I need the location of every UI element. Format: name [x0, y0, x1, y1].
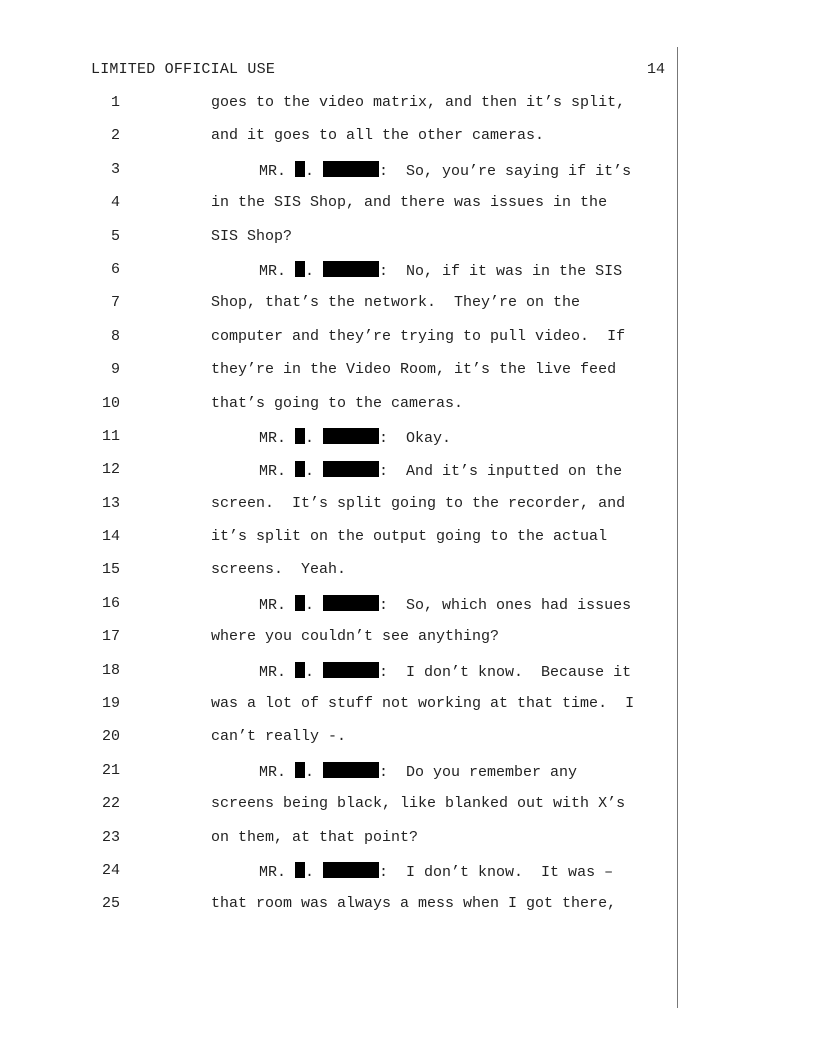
- line-content: it’s split on the output going to the actual: [211, 528, 608, 546]
- transcript-line: [0, 261, 816, 294]
- line-content: : No, if it was in the SIS: [379, 262, 623, 280]
- page-number: 14: [647, 61, 666, 78]
- speaker-prefix: MR.: [259, 429, 296, 447]
- redaction-initial: [295, 428, 305, 444]
- line-content: can’t really -.: [211, 728, 347, 746]
- line-content: : And it’s inputted on the: [379, 463, 623, 481]
- line-number: 20: [101, 728, 120, 746]
- line-content: they’re in the Video Room, it’s the live feed: [211, 361, 617, 379]
- speaker-prefix: MR.: [259, 262, 296, 280]
- line-number: 4: [110, 194, 120, 212]
- line-content: : Do you remember any: [379, 763, 578, 781]
- line-number: 13: [101, 494, 120, 512]
- line-text: [211, 829, 418, 846]
- classification-header: LIMITED OFFICIAL USE: [91, 61, 276, 78]
- transcript-line: [0, 895, 816, 928]
- line-text: [211, 561, 346, 578]
- line-number: 14: [101, 528, 120, 546]
- line-text: [211, 728, 346, 745]
- transcript-line: [0, 461, 816, 494]
- redaction-surname: [323, 595, 379, 611]
- speaker-line-text: MR. . : So, which ones had issues: [259, 596, 632, 614]
- transcript-body: [0, 94, 816, 929]
- line-number: 19: [101, 695, 120, 713]
- redaction-initial: [295, 161, 305, 177]
- line-number: 25: [101, 895, 120, 913]
- transcript-line: [0, 428, 816, 461]
- line-content: computer and they’re trying to pull video. If: [211, 327, 626, 345]
- line-number: 7: [110, 294, 120, 312]
- transcript-line: [0, 862, 816, 895]
- line-number: 12: [101, 461, 120, 479]
- redaction-surname: [323, 762, 379, 778]
- line-content: Shop, that’s the network. They’re on the: [211, 294, 581, 312]
- line-number: 24: [101, 861, 120, 879]
- speaker-line-text: MR. . : And it’s inputted on the: [259, 463, 623, 481]
- line-number: 18: [101, 661, 120, 679]
- redaction-surname: [323, 428, 379, 444]
- line-content: screens. Yeah.: [211, 561, 347, 579]
- line-text: [211, 695, 634, 712]
- line-text: [211, 528, 607, 545]
- line-number: 15: [101, 561, 120, 579]
- line-number: 11: [101, 427, 120, 445]
- transcript-line: [0, 294, 816, 327]
- speaker-line-text: MR. . : No, if it was in the SIS: [259, 262, 623, 280]
- line-text: [211, 127, 544, 144]
- redaction-initial: [295, 261, 305, 277]
- line-number: 10: [101, 394, 120, 412]
- speaker-line-text: MR. . : Do you remember any: [259, 763, 578, 781]
- line-text: [211, 294, 580, 311]
- transcript-line: [0, 228, 816, 261]
- line-content: screens being black, like blanked out with X’s: [211, 795, 626, 813]
- line-number: 16: [101, 594, 120, 612]
- transcript-line: [0, 194, 816, 227]
- line-content: : Okay.: [379, 429, 452, 447]
- transcript-line: [0, 595, 816, 628]
- line-number: 6: [110, 260, 120, 278]
- line-content: SIS Shop?: [211, 227, 293, 245]
- transcript-line: [0, 528, 816, 561]
- speaker-line-text: MR. . : So, you’re saying if it’s: [259, 162, 632, 180]
- line-text: [211, 628, 499, 645]
- transcript-line: [0, 695, 816, 728]
- redaction-initial: [295, 461, 305, 477]
- speaker-line-text: MR. . : I don’t know. It was –: [259, 863, 614, 881]
- line-number: 9: [110, 361, 120, 379]
- transcript-line: [0, 662, 816, 695]
- speaker-prefix: MR.: [259, 763, 296, 781]
- speaker-line-text: MR. . : Okay.: [259, 429, 452, 447]
- line-content: goes to the video matrix, and then it’s split,: [211, 94, 626, 111]
- redaction-surname: [323, 461, 379, 477]
- transcript-line: [0, 561, 816, 594]
- line-text: [211, 94, 625, 111]
- transcript-line: [0, 628, 816, 661]
- line-content: : So, which ones had issues: [379, 596, 632, 614]
- line-content: and it goes to all the other cameras.: [211, 127, 545, 145]
- line-content: screen. It’s split going to the recorder, and: [211, 494, 626, 512]
- line-text: [211, 895, 616, 912]
- line-number: 22: [101, 795, 120, 813]
- line-content: that’s going to the cameras.: [211, 394, 464, 412]
- line-content: : I don’t know. Because it: [379, 663, 632, 681]
- line-text: [211, 395, 463, 412]
- line-content: : I don’t know. It was –: [379, 863, 614, 881]
- redaction-surname: [323, 662, 379, 678]
- line-content: : So, you’re saying if it’s: [379, 162, 632, 180]
- line-number: 1: [110, 94, 120, 111]
- redaction-initial: [295, 862, 305, 878]
- transcript-line: [0, 829, 816, 862]
- line-number: 5: [110, 227, 120, 245]
- transcript-line: [0, 495, 816, 528]
- line-content: was a lot of stuff not working at that time. I: [211, 695, 635, 713]
- transcript-line: [0, 161, 816, 194]
- line-number: 8: [110, 327, 120, 345]
- redaction-surname: [323, 261, 379, 277]
- line-number: 2: [110, 127, 120, 145]
- transcript-line: [0, 728, 816, 761]
- redaction-initial: [295, 595, 305, 611]
- transcript-line: [0, 328, 816, 361]
- line-content: where you couldn’t see anything?: [211, 628, 500, 646]
- transcript-line: [0, 762, 816, 795]
- transcript-line: [0, 127, 816, 160]
- line-number: 3: [110, 160, 120, 178]
- line-text: [211, 495, 625, 512]
- transcript-line: [0, 395, 816, 428]
- speaker-prefix: MR.: [259, 162, 296, 180]
- line-content: that room was always a mess when I got there,: [211, 895, 617, 913]
- speaker-prefix: MR.: [259, 663, 296, 681]
- line-text: [211, 328, 625, 345]
- line-number: 21: [101, 761, 120, 779]
- transcript-line: [0, 94, 816, 127]
- line-content: in the SIS Shop, and there was issues in the: [211, 194, 608, 212]
- line-text: [211, 228, 292, 245]
- redaction-initial: [295, 762, 305, 778]
- speaker-prefix: MR.: [259, 596, 296, 614]
- speaker-line-text: MR. . : I don’t know. Because it: [259, 663, 632, 681]
- line-content: on them, at that point?: [211, 828, 419, 846]
- redaction-initial: [295, 662, 305, 678]
- line-text: [211, 795, 625, 812]
- redaction-surname: [323, 862, 379, 878]
- line-text: [211, 194, 607, 211]
- transcript-line: [0, 795, 816, 828]
- line-number: 23: [101, 828, 120, 846]
- transcript-line: [0, 361, 816, 394]
- speaker-prefix: MR.: [259, 463, 296, 481]
- redaction-surname: [323, 161, 379, 177]
- line-text: [211, 361, 616, 378]
- speaker-prefix: MR.: [259, 863, 296, 881]
- line-number: 17: [101, 628, 120, 646]
